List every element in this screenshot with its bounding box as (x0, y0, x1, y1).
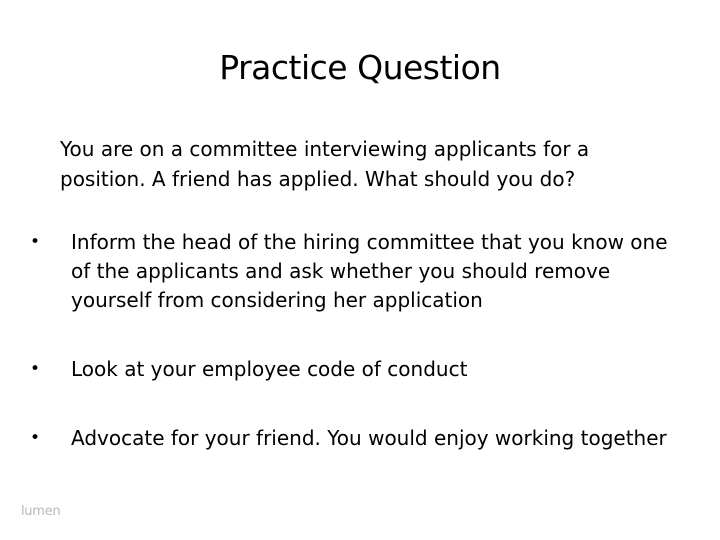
answer-option (30, 228, 680, 315)
question-text: You are on a committee interviewing applicants for a position. A friend has applied. What should you do? (60, 137, 590, 191)
answer-options-list (30, 228, 680, 453)
bullet-icon: • (30, 359, 41, 379)
answer-option-text: Inform the head of the hiring committee that you know one of the applicants and ask whether you should remove yourself from considering her application (71, 230, 668, 312)
answer-option-text: Look at your employee code of conduct (71, 357, 468, 381)
bullet-icon: • (30, 232, 41, 252)
slide-title: Practice Question (219, 48, 501, 87)
lumen-logo: lumen (21, 504, 61, 519)
answer-option (30, 355, 680, 384)
answer-option-text: Advocate for your friend. You would enjoy working together (71, 426, 667, 450)
answer-option (30, 424, 680, 453)
bullet-icon: • (30, 428, 41, 448)
